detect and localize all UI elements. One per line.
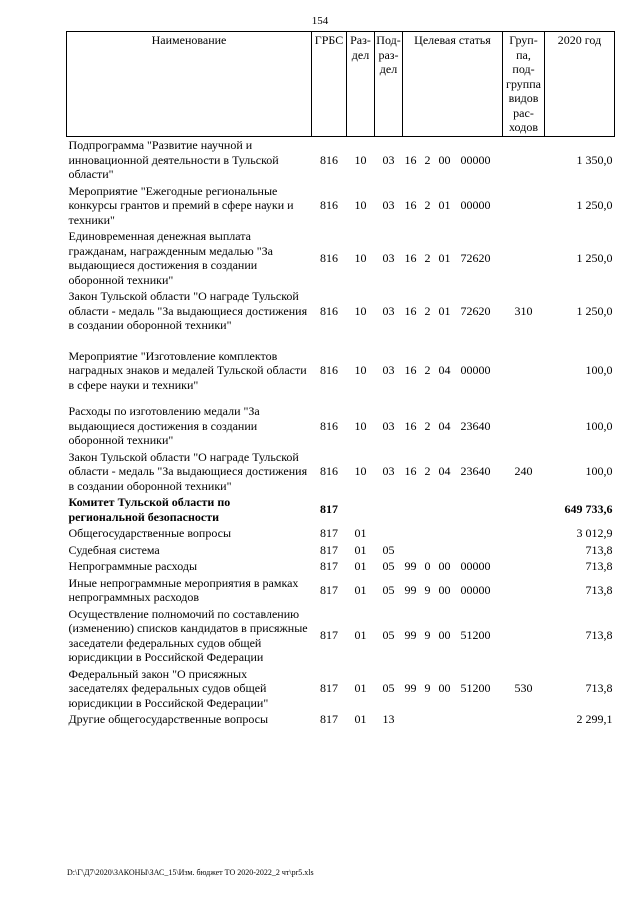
table-row <box>67 711 615 728</box>
row-name: Федеральный закон "О присяжных заседателях федеральных судов общей юрисдикции в Российской Федерации" <box>68 666 269 710</box>
target-part-t3: 00 <box>438 681 451 695</box>
target-part-t3: 01 <box>438 198 451 212</box>
row-razdel: 10 <box>354 464 367 478</box>
row-target-article <box>403 137 503 183</box>
row-grbs: 817 <box>320 559 338 573</box>
row-amount: 713,8 <box>585 681 613 695</box>
row-vr <box>503 575 545 606</box>
header-razdel: Раз-дел <box>347 32 375 137</box>
row-podrazdel: 05 <box>382 542 395 557</box>
target-part-t2: 2 <box>424 250 431 265</box>
row-razdel: 10 <box>354 152 367 167</box>
table-row <box>67 449 615 495</box>
row-name: Комитет Тульской области по региональной безопасности <box>68 495 231 524</box>
row-grbs: 817 <box>320 628 338 643</box>
row-grbs: 817 <box>320 582 338 597</box>
row-name: Мероприятие "Изготовление комплектов наградных знаков и медалей Тульской области в сфере науки и техники" <box>68 348 307 392</box>
row-razdel: 01 <box>354 582 367 597</box>
target-part-t3: 04 <box>438 464 451 478</box>
row-grbs: 817 <box>320 712 338 726</box>
file-path-footer: D:\Г\Д7\2020\ЗАКОНЫ\ЗАС_15\Изм. бюджет ТО 2020-2022_2 чт\pr5.xls <box>67 868 314 877</box>
target-part-t3: 04 <box>438 418 451 433</box>
budget-table <box>66 31 615 728</box>
row-vr: 310 <box>514 303 533 318</box>
row-amount: 1 250,0 <box>576 303 613 318</box>
row-podrazdel: 05 <box>382 681 395 695</box>
row-name: Общегосударственные вопросы <box>68 526 232 540</box>
row-amount: 713,8 <box>585 582 613 597</box>
row-podrazdel: 03 <box>382 418 395 433</box>
table-row <box>67 494 615 525</box>
row-target-article <box>403 525 503 542</box>
row-target-article <box>403 666 503 712</box>
row-target-article <box>403 494 503 525</box>
row-amount: 1 250,0 <box>576 198 613 212</box>
table-row <box>67 288 615 334</box>
target-part-t2: 2 <box>424 198 431 212</box>
row-name: Подпрограмма "Развитие научной и инновационной деятельности в Тульской области" <box>68 138 279 181</box>
row-razdel: 10 <box>354 198 367 212</box>
row-razdel: 10 <box>354 250 367 265</box>
target-part-t4: 23640 <box>460 418 491 433</box>
target-part-t1: 16 <box>404 303 417 318</box>
target-part-t4: 23640 <box>460 464 491 478</box>
target-part-t4: 51200 <box>460 628 491 643</box>
row-vr <box>503 228 545 288</box>
row-grbs: 816 <box>320 198 338 212</box>
row-podrazdel: 05 <box>382 559 395 573</box>
row-razdel: 01 <box>354 712 367 726</box>
header-target: Целевая статья <box>403 32 503 137</box>
row-name: Иные непрограммные мероприятия в рамках непрограммных расходов <box>68 575 299 604</box>
row-grbs: 817 <box>320 542 338 557</box>
target-part-t1: 16 <box>404 418 417 433</box>
target-part-t1: 99 <box>404 681 417 695</box>
target-part-t1: 16 <box>404 152 417 167</box>
row-name: Закон Тульской области "О награде Тульской области - медаль "За выдающиеся достижения в создании оборонной техники" <box>68 289 308 332</box>
row-grbs: 816 <box>320 464 338 478</box>
target-part-t2: 9 <box>424 582 431 597</box>
row-target-article <box>403 575 503 606</box>
table-row <box>67 558 615 575</box>
target-part-t2: 2 <box>424 363 431 377</box>
row-razdel: 01 <box>354 526 367 540</box>
target-part-t3: 04 <box>438 363 451 377</box>
row-razdel: 01 <box>354 681 367 695</box>
row-name: Судебная система <box>68 542 160 557</box>
row-name: Расходы по изготовлению медали "За выдающиеся достижения в создании оборонной техники" <box>68 404 260 447</box>
table-row <box>67 137 615 183</box>
target-part-t4: 72620 <box>460 250 491 265</box>
target-part-t2: 2 <box>424 152 431 167</box>
row-vr <box>503 606 545 666</box>
row-target-article <box>403 542 503 559</box>
row-target-article <box>403 558 503 575</box>
row-vr <box>503 558 545 575</box>
row-vr <box>503 494 545 525</box>
header-podrazdel: Под-раз-дел <box>375 32 403 137</box>
row-vr <box>503 525 545 542</box>
row-target-article <box>403 288 503 334</box>
row-razdel: 01 <box>354 542 367 557</box>
table-row <box>67 542 615 559</box>
row-name: Непрограммные расходы <box>68 559 198 573</box>
row-target-article <box>403 711 503 728</box>
row-vr <box>503 348 545 394</box>
row-amount: 100,0 <box>585 418 613 433</box>
table-body <box>67 137 615 728</box>
target-part-t1: 16 <box>404 464 417 478</box>
target-part-t4: 00000 <box>460 363 491 377</box>
row-podrazdel: 03 <box>382 303 395 318</box>
row-grbs: 817 <box>320 526 338 540</box>
target-part-t4: 00000 <box>460 152 491 167</box>
table-header <box>67 32 615 137</box>
row-podrazdel <box>375 494 403 525</box>
row-podrazdel <box>375 525 403 542</box>
row-amount: 100,0 <box>585 464 613 478</box>
target-part-t1: 99 <box>404 559 417 573</box>
row-vr: 530 <box>514 681 533 695</box>
row-grbs: 817 <box>320 681 338 695</box>
target-part-t1: 16 <box>404 198 417 212</box>
table-row <box>67 575 615 606</box>
header-year: 2020 год <box>545 32 615 137</box>
row-amount: 713,8 <box>585 628 613 643</box>
target-part-t3: 00 <box>438 559 451 573</box>
row-name: Единовременная денежная выплата гражданам, награжденным медалью "За выдающиеся достижения в создании оборонной техники" <box>68 229 273 287</box>
row-podrazdel: 05 <box>382 582 395 597</box>
target-part-t4: 00000 <box>460 559 491 573</box>
row-name: Другие общегосударственные вопросы <box>68 712 269 726</box>
row-razdel <box>347 494 375 525</box>
row-podrazdel: 05 <box>382 628 395 643</box>
row-name: Мероприятие "Ежегодные региональные конкурсы грантов и премий в сфере науки и техники" <box>68 183 294 227</box>
target-part-t2: 9 <box>424 628 431 643</box>
row-grbs: 816 <box>320 363 338 377</box>
row-amount: 3 012,9 <box>576 526 613 540</box>
table-row <box>67 183 615 229</box>
row-name: Закон Тульской области "О награде Тульской области - медаль "За выдающиеся достижения в создании оборонной техники" <box>68 449 308 493</box>
header-vr: Груп-па, под-группа видов рас-ходов <box>503 32 545 137</box>
target-part-t1: 99 <box>404 628 417 643</box>
target-part-t2: 2 <box>424 303 431 318</box>
target-part-t3: 00 <box>438 628 451 643</box>
target-part-t3: 00 <box>438 152 451 167</box>
row-amount: 1 350,0 <box>576 152 613 167</box>
row-amount: 2 299,1 <box>576 712 613 726</box>
row-podrazdel: 13 <box>382 712 395 726</box>
row-razdel: 01 <box>354 559 367 573</box>
row-target-article <box>403 183 503 229</box>
row-podrazdel: 03 <box>382 250 395 265</box>
row-target-article <box>403 403 503 449</box>
row-spacer <box>67 393 615 403</box>
table-row <box>67 348 615 394</box>
header-name: Наименование <box>67 32 312 137</box>
target-part-t4: 00000 <box>460 198 491 212</box>
row-vr <box>503 711 545 728</box>
row-grbs: 816 <box>320 250 338 265</box>
table-row <box>67 525 615 542</box>
row-vr: 240 <box>514 464 533 478</box>
page-number: 154 <box>311 15 329 27</box>
row-amount: 649 733,6 <box>564 502 613 517</box>
row-amount: 713,8 <box>585 542 613 557</box>
row-podrazdel: 03 <box>382 464 395 478</box>
target-part-t1: 16 <box>404 250 417 265</box>
row-name: Осуществление полномочий по составлению (изменению) списков кандидатов в присяжные заседатели федеральных судов общей юрисдикции в Российской Федерации <box>68 606 308 664</box>
row-amount: 713,8 <box>585 559 613 573</box>
row-podrazdel: 03 <box>382 198 395 212</box>
target-part-t4: 00000 <box>460 582 491 597</box>
target-part-t2: 2 <box>424 418 431 433</box>
table-row <box>67 606 615 666</box>
table-row <box>67 403 615 449</box>
row-vr <box>503 137 545 183</box>
row-amount: 100,0 <box>585 363 613 377</box>
row-grbs: 817 <box>320 502 338 517</box>
target-part-t2: 2 <box>424 464 431 478</box>
target-part-t1: 16 <box>404 363 417 377</box>
row-target-article <box>403 606 503 666</box>
row-grbs: 816 <box>320 152 338 167</box>
row-grbs: 816 <box>320 418 338 433</box>
row-podrazdel: 03 <box>382 152 395 167</box>
target-part-t3: 01 <box>438 250 451 265</box>
header-grbs: ГРБС <box>312 32 347 137</box>
target-part-t2: 9 <box>424 681 431 695</box>
target-part-t4: 51200 <box>460 681 491 695</box>
target-part-t3: 01 <box>438 303 451 318</box>
row-razdel: 10 <box>354 418 367 433</box>
row-amount: 1 250,0 <box>576 250 613 265</box>
target-part-t1: 99 <box>404 582 417 597</box>
row-vr <box>503 403 545 449</box>
row-vr <box>503 542 545 559</box>
row-razdel: 10 <box>354 363 367 377</box>
row-target-article <box>403 449 503 495</box>
target-part-t2: 0 <box>424 559 431 573</box>
row-grbs: 816 <box>320 303 338 318</box>
table-row <box>67 228 615 288</box>
target-part-t3: 00 <box>438 582 451 597</box>
row-target-article <box>403 228 503 288</box>
row-target-article <box>403 348 503 394</box>
target-part-t4: 72620 <box>460 303 491 318</box>
row-vr <box>503 183 545 229</box>
table-row <box>67 666 615 712</box>
row-razdel: 10 <box>354 303 367 318</box>
row-razdel: 01 <box>354 628 367 643</box>
row-spacer <box>67 334 615 348</box>
row-podrazdel: 03 <box>382 363 395 377</box>
